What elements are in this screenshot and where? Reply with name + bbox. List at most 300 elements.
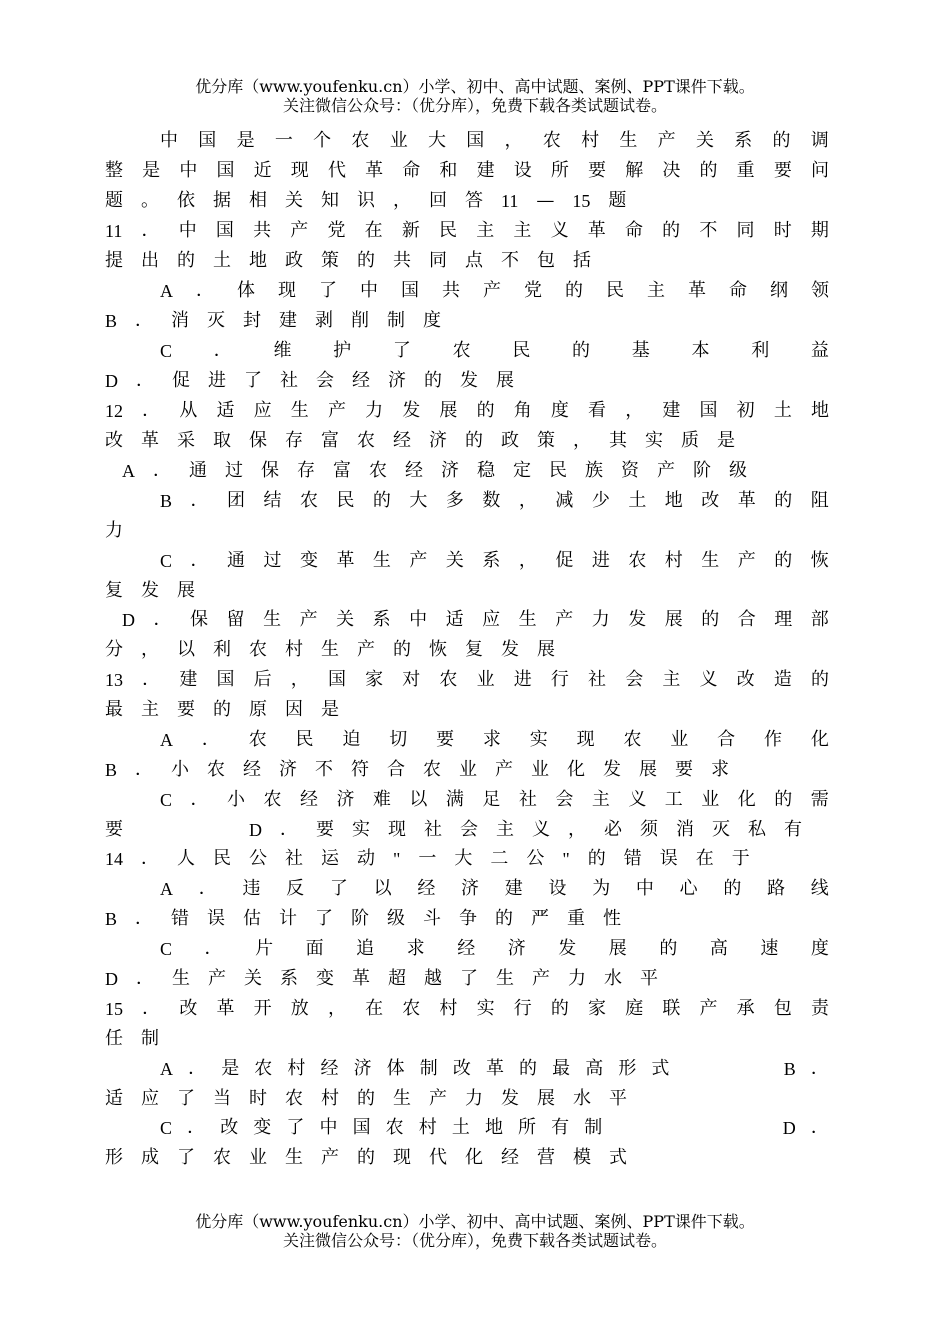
- glyph: 产: [495, 759, 514, 780]
- glyph: 产: [357, 639, 375, 660]
- glyph: 一: [418, 848, 437, 869]
- glyph: 村: [439, 998, 458, 1019]
- glyph: 领: [811, 280, 829, 301]
- glyph: 村: [581, 130, 600, 151]
- glyph: 产: [409, 550, 428, 571]
- glyph: ．: [188, 1058, 207, 1079]
- glyph: 村: [664, 550, 683, 571]
- glyph: 建: [504, 878, 523, 899]
- glyph: [177, 815, 195, 845]
- glyph: 小: [171, 759, 190, 780]
- text-line: [160, 1054, 829, 1084]
- glyph: 阻: [810, 490, 829, 511]
- glyph: 农: [285, 1088, 303, 1109]
- glyph: 以: [177, 639, 195, 660]
- glyph: 业: [701, 789, 720, 810]
- glyph: 线: [810, 878, 829, 899]
- glyph: 民: [213, 848, 231, 869]
- glyph: 设: [513, 160, 532, 181]
- glyph: 适: [105, 1088, 123, 1109]
- glyph: 的: [772, 130, 791, 151]
- glyph: 封: [243, 310, 262, 331]
- glyph: 设: [548, 878, 567, 899]
- glyph: 族: [585, 460, 603, 481]
- glyph: ．: [153, 609, 172, 630]
- glyph: 高: [585, 1058, 604, 1079]
- glyph: ．: [810, 1117, 829, 1138]
- glyph: 产: [699, 998, 718, 1019]
- glyph: 超: [388, 968, 406, 989]
- text-line: [105, 516, 123, 546]
- glyph: 党: [327, 220, 346, 241]
- glyph: 村: [321, 1088, 339, 1109]
- glyph: 期: [810, 220, 829, 241]
- glyph: 改: [179, 998, 198, 1019]
- glyph: 结: [263, 490, 282, 511]
- glyph: 促: [555, 550, 574, 571]
- glyph: 义: [550, 220, 569, 241]
- glyph: 改: [701, 490, 720, 511]
- glyph: 主: [591, 789, 610, 810]
- glyph: 恢: [429, 639, 447, 660]
- glyph: 水: [604, 968, 622, 989]
- glyph: 一: [274, 130, 293, 151]
- glyph: 革: [365, 160, 384, 181]
- glyph: 土: [773, 400, 792, 421]
- glyph: 的: [476, 400, 495, 421]
- glyph: 灭: [207, 310, 226, 331]
- glyph: 关: [445, 550, 464, 571]
- glyph: 力: [365, 400, 384, 421]
- glyph: 产: [290, 220, 309, 241]
- text-line: [160, 276, 829, 306]
- glyph: 形: [105, 1147, 123, 1168]
- glyph: 不: [501, 250, 519, 271]
- glyph: 形: [618, 1058, 637, 1079]
- glyph: 化: [465, 1147, 483, 1168]
- glyph: 高: [709, 938, 728, 959]
- glyph: 度: [423, 310, 442, 331]
- glyph: 的: [393, 639, 411, 660]
- glyph: C: [160, 939, 173, 959]
- glyph: 须: [640, 819, 658, 840]
- glyph: ．: [141, 848, 159, 869]
- glyph: 知: [321, 190, 339, 211]
- glyph: 生: [518, 609, 537, 630]
- glyph: 家: [365, 669, 384, 690]
- glyph: A: [160, 1059, 173, 1079]
- glyph: 政: [285, 250, 303, 271]
- text-line: [105, 216, 829, 246]
- glyph: 现: [388, 819, 406, 840]
- glyph: 建: [279, 310, 298, 331]
- glyph: 改: [220, 1117, 239, 1138]
- glyph: 济: [461, 878, 480, 899]
- glyph: 展: [639, 759, 658, 780]
- glyph: 地: [249, 250, 267, 271]
- glyph: D: [782, 1118, 796, 1138]
- glyph: 了: [460, 968, 478, 989]
- text-line: [105, 156, 829, 186]
- glyph: 化: [737, 789, 756, 810]
- glyph: 动: [357, 848, 375, 869]
- glyph: ．: [187, 1117, 206, 1138]
- glyph: 体: [237, 280, 255, 301]
- text-line: [160, 546, 829, 576]
- glyph: 济: [429, 430, 447, 451]
- glyph: 农: [452, 340, 471, 361]
- glyph: 地: [664, 490, 683, 511]
- text-line: [160, 725, 829, 755]
- glyph: 命: [624, 220, 643, 241]
- glyph: 行: [550, 669, 569, 690]
- glyph: 农: [254, 1058, 273, 1079]
- glyph: 式: [651, 1058, 670, 1079]
- glyph: 11: [501, 191, 519, 211]
- glyph: 分: [105, 639, 123, 660]
- glyph: 实: [352, 819, 370, 840]
- text-line: [160, 785, 829, 815]
- glyph: 出: [141, 250, 159, 271]
- glyph: 违: [242, 878, 261, 899]
- glyph: 义: [628, 789, 647, 810]
- page-footer: [0, 1212, 950, 1250]
- glyph: 符: [351, 759, 370, 780]
- glyph: 误: [207, 908, 226, 929]
- glyph: 适: [445, 609, 464, 630]
- glyph: 人: [177, 848, 195, 869]
- glyph: 错: [623, 848, 642, 869]
- glyph: 的: [565, 280, 583, 301]
- glyph: 的: [723, 878, 742, 899]
- glyph: 产: [657, 460, 675, 481]
- glyph: 关: [244, 968, 262, 989]
- glyph: 展: [496, 370, 514, 391]
- glyph: 产: [737, 550, 756, 571]
- glyph: B: [105, 760, 118, 780]
- glyph: 国: [216, 669, 235, 690]
- glyph: 的: [465, 430, 483, 451]
- glyph: 展: [608, 938, 627, 959]
- glyph: ．: [141, 220, 160, 241]
- glyph: 求: [482, 729, 501, 750]
- glyph: 农: [213, 1147, 231, 1168]
- glyph: 系: [482, 550, 501, 571]
- glyph: 产: [657, 130, 676, 151]
- text-line: [160, 486, 829, 516]
- glyph: 了: [244, 370, 262, 391]
- glyph: 进: [591, 550, 610, 571]
- glyph: 阶: [693, 460, 711, 481]
- glyph: ．: [142, 400, 161, 421]
- glyph: 家: [588, 998, 607, 1019]
- glyph: 要: [588, 160, 607, 181]
- glyph: B: [105, 311, 118, 331]
- glyph: 当: [213, 1088, 231, 1109]
- glyph: 是: [142, 160, 161, 181]
- glyph: 应: [141, 1088, 159, 1109]
- glyph: 不: [315, 759, 334, 780]
- glyph: 业: [476, 669, 495, 690]
- glyph: 同: [736, 220, 755, 241]
- glyph: 主: [647, 280, 665, 301]
- glyph: D: [105, 371, 118, 391]
- glyph: B: [105, 909, 118, 929]
- glyph: 产: [208, 968, 226, 989]
- glyph: 社: [424, 819, 442, 840]
- glyph: 难: [372, 789, 391, 810]
- glyph: 生: [290, 400, 309, 421]
- glyph: 最: [105, 699, 123, 720]
- glyph: 和: [439, 160, 458, 181]
- glyph: 为: [592, 878, 611, 899]
- glyph: 国: [327, 669, 346, 690]
- glyph: 有: [551, 1117, 570, 1138]
- glyph: 制: [419, 1058, 438, 1079]
- glyph: 产: [483, 280, 501, 301]
- glyph: C: [160, 1118, 173, 1138]
- glyph: 级: [387, 908, 406, 929]
- glyph: 济: [441, 460, 459, 481]
- glyph: 农: [423, 759, 442, 780]
- glyph: 经: [501, 1147, 519, 1168]
- glyph: 最: [552, 1058, 571, 1079]
- glyph: 责: [810, 998, 829, 1019]
- glyph: 新: [401, 220, 420, 241]
- glyph: 近: [253, 160, 272, 181]
- glyph: 依: [177, 190, 195, 211]
- glyph: 式: [609, 1147, 627, 1168]
- text-line: [105, 844, 750, 874]
- glyph: ．: [142, 669, 161, 690]
- glyph: 实: [476, 998, 495, 1019]
- glyph: 展: [177, 580, 195, 601]
- glyph: 取: [213, 430, 231, 451]
- glyph: [750, 1113, 768, 1143]
- glyph: 业: [459, 759, 478, 780]
- glyph: 营: [537, 1147, 555, 1168]
- glyph: ．: [190, 789, 209, 810]
- glyph: ，: [393, 190, 411, 211]
- glyph: 了: [329, 878, 348, 899]
- glyph: ．: [136, 968, 154, 989]
- glyph: [718, 1054, 736, 1084]
- glyph: 13: [105, 670, 123, 690]
- glyph: ．: [201, 729, 220, 750]
- glyph: 过: [225, 460, 243, 481]
- glyph: [650, 1113, 668, 1143]
- glyph: 灭: [712, 819, 730, 840]
- glyph: ": [393, 849, 401, 869]
- glyph: 定: [513, 460, 531, 481]
- glyph: 会: [316, 370, 334, 391]
- glyph: 的: [495, 908, 514, 929]
- glyph: ．: [135, 759, 154, 780]
- glyph: ．: [135, 310, 154, 331]
- glyph: 时: [249, 1088, 267, 1109]
- glyph: 进: [513, 669, 532, 690]
- glyph: 据: [213, 190, 231, 211]
- text-line: [105, 964, 658, 994]
- glyph: 系: [372, 609, 391, 630]
- text-line: [122, 456, 747, 486]
- glyph: 展: [664, 609, 683, 630]
- glyph: 相: [249, 190, 267, 211]
- glyph: 生: [619, 130, 638, 151]
- glyph: 性: [603, 908, 622, 929]
- text-line: [160, 336, 829, 366]
- glyph: 数: [482, 490, 501, 511]
- glyph: 的: [810, 669, 829, 690]
- glyph: 以: [409, 789, 428, 810]
- glyph: ．: [810, 1058, 829, 1079]
- glyph: 业: [531, 759, 550, 780]
- glyph: 追: [356, 938, 375, 959]
- glyph: 农: [628, 550, 647, 571]
- glyph: 实: [529, 729, 548, 750]
- glyph: 估: [243, 908, 262, 929]
- glyph: 中: [160, 130, 178, 151]
- glyph: 留: [226, 609, 245, 630]
- text-line: [105, 366, 514, 396]
- glyph: 题: [608, 190, 627, 211]
- glyph: 决: [662, 160, 681, 181]
- text-line: [105, 426, 735, 456]
- glyph: 土: [628, 490, 647, 511]
- glyph: 发: [558, 938, 577, 959]
- glyph: 改: [736, 669, 755, 690]
- glyph: 产: [429, 1088, 447, 1109]
- glyph: 大: [409, 490, 428, 511]
- glyph: 适: [216, 400, 235, 421]
- glyph: ，: [573, 430, 591, 451]
- glyph: 以: [373, 878, 392, 899]
- glyph: B: [783, 1059, 796, 1079]
- glyph: 问: [810, 160, 829, 181]
- glyph: 主: [476, 220, 495, 241]
- text-line: [105, 665, 829, 695]
- glyph: 于: [731, 848, 750, 869]
- glyph: 关: [336, 609, 355, 630]
- glyph: A: [160, 730, 173, 750]
- glyph: 的: [699, 160, 718, 181]
- glyph: 平: [640, 968, 658, 989]
- glyph: 级: [729, 460, 747, 481]
- glyph: 关: [285, 190, 303, 211]
- glyph: 农: [357, 430, 375, 451]
- text-line: [105, 815, 802, 845]
- glyph: ，: [625, 400, 644, 421]
- glyph: 变: [253, 1117, 272, 1138]
- glyph: 会: [460, 819, 478, 840]
- glyph: 14: [105, 849, 123, 869]
- text-line: [105, 1143, 627, 1173]
- glyph: 国: [401, 280, 419, 301]
- glyph: 部: [810, 609, 829, 630]
- glyph: 党: [524, 280, 542, 301]
- glyph: 现: [290, 160, 309, 181]
- glyph: 农: [623, 729, 642, 750]
- glyph: 平: [609, 1088, 627, 1109]
- glyph: 主: [496, 819, 514, 840]
- glyph: 济: [507, 938, 526, 959]
- glyph: 本: [691, 340, 710, 361]
- glyph: 庭: [625, 998, 644, 1019]
- glyph: 后: [253, 669, 272, 690]
- glyph: 包: [773, 998, 792, 1019]
- text-line: [105, 246, 591, 276]
- glyph: ，: [141, 639, 159, 660]
- text-line: [160, 874, 829, 904]
- glyph: 在: [695, 848, 714, 869]
- glyph: 农: [263, 789, 282, 810]
- glyph: 路: [767, 878, 786, 899]
- glyph: ．: [136, 370, 154, 391]
- glyph: 个: [313, 130, 332, 151]
- glyph: 削: [351, 310, 370, 331]
- glyph: 革: [737, 490, 756, 511]
- glyph: 的: [177, 250, 195, 271]
- text-line: [105, 904, 621, 934]
- text-line: [105, 635, 555, 665]
- glyph: 复: [105, 580, 123, 601]
- glyph: 团: [226, 490, 245, 511]
- glyph: 错: [171, 908, 190, 929]
- glyph: 农: [248, 729, 267, 750]
- glyph: 放: [290, 998, 309, 1019]
- glyph: 小: [226, 789, 245, 810]
- page-header: [0, 77, 950, 115]
- glyph: 产: [327, 400, 346, 421]
- text-line: [105, 994, 829, 1024]
- glyph: 发: [628, 609, 647, 630]
- glyph: 开: [253, 998, 272, 1019]
- text-line: [160, 934, 829, 964]
- glyph: A: [160, 879, 173, 899]
- glyph: 地: [810, 400, 829, 421]
- glyph: [141, 815, 159, 845]
- glyph: 15: [572, 191, 591, 211]
- glyph: 中: [635, 878, 654, 899]
- glyph: 要: [675, 759, 694, 780]
- glyph: 所: [550, 160, 569, 181]
- text-line: [105, 695, 339, 725]
- text-line: [105, 396, 829, 426]
- glyph: 存: [297, 460, 315, 481]
- glyph: 业: [389, 130, 408, 151]
- glyph: 业: [670, 729, 689, 750]
- glyph: 生: [321, 639, 339, 660]
- glyph: 义: [699, 669, 718, 690]
- glyph: 主: [141, 699, 159, 720]
- glyph: 角: [513, 400, 532, 421]
- glyph: 整: [105, 160, 123, 181]
- glyph: 利: [751, 340, 770, 361]
- glyph: 力: [568, 968, 586, 989]
- glyph: 误: [659, 848, 678, 869]
- glyph: 制: [584, 1117, 603, 1138]
- glyph: 维: [273, 340, 292, 361]
- glyph: 农: [299, 490, 318, 511]
- glyph: 点: [465, 250, 483, 271]
- glyph: 的: [357, 250, 375, 271]
- glyph: 农: [439, 669, 458, 690]
- glyph: ，: [518, 490, 537, 511]
- glyph: 国: [352, 1117, 371, 1138]
- footer-line-1: 优分库（www.youfenku.cn）小学、初中、高中试题、案例、PPT课件下载。: [195, 1212, 755, 1231]
- glyph: 重: [567, 908, 586, 929]
- glyph: 造: [773, 669, 792, 690]
